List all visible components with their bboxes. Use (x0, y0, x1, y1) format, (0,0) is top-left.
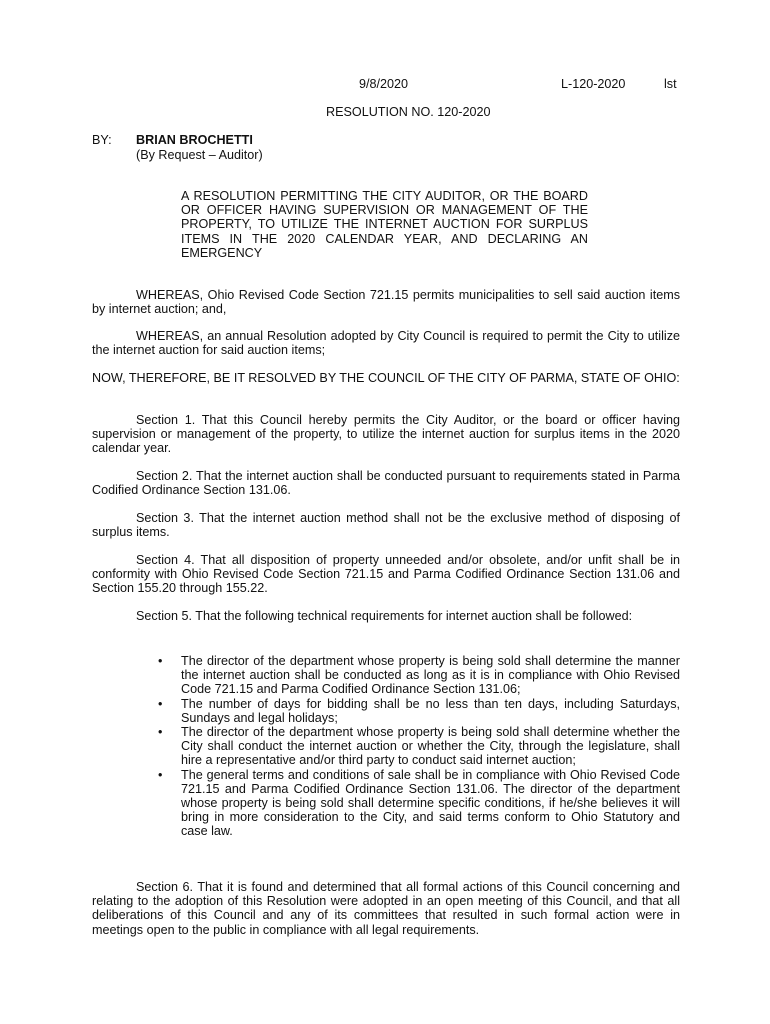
sponsor-name: BRIAN BROCHETTI (136, 133, 253, 147)
reading-marker: lst (664, 77, 677, 91)
section-5: Section 5. That the following technical requirements for internet auction shall be followed: (136, 609, 633, 623)
list-item (92, 697, 680, 725)
section-4: Section 4. That all disposition of property unneeded and/or obsolete, and/or unfit shall be in conformity with Ohio Revised Code Section 721.15 and Parma Codified Ordinance Section 131.06 and Section 155.20 through 155.22. (92, 553, 680, 596)
section-2: Section 2. That the internet auction shall be conducted pursuant to requirements stated in Parma Codified Ordinance Section 131.06. (92, 469, 680, 498)
bullet-icon: • (158, 725, 163, 740)
document-date: 9/8/2020 (359, 77, 409, 91)
bullet-icon: • (158, 767, 163, 782)
list-item (92, 654, 680, 697)
whereas-paragraph-2: WHEREAS, an annual Resolution adopted by City Council is required to permit the City to utilize the internet auction for said auction items; (92, 329, 680, 358)
list-item (92, 768, 680, 839)
section-6: Section 6. That it is found and determined that all formal actions of this Council concerning and relating to the adoption of this Resolution were adopted in an open meeting of this Council, and that all deliberations of this Council and any of its committees that resulted in such formal action were in meetings open to the public in compliance with all legal requirements. (92, 880, 680, 937)
resolution-number: RESOLUTION NO. 120-2020 (326, 105, 491, 119)
sponsor-note: (By Request – Auditor) (136, 148, 263, 162)
requirements-list (92, 654, 680, 839)
requirement-text: The number of days for bidding shall be no less than ten days, including Saturdays, Sundays and legal holidays; (181, 696, 680, 725)
section-1: Section 1. That this Council hereby permits the City Auditor, or the board or officer having supervision or management of the property, to utilize the internet auction for surplus items in the 2020 calendar year. (92, 413, 680, 456)
requirement-text: The general terms and conditions of sale shall be in compliance with Ohio Revised Code 721.15 and Parma Codified Ordinance Section 131.06. The director of the department whose property is being sold shall determine specific conditions, if he/she believes it will bring in more consideration to the City, and said terms conform to Ohio Statutory and case law. (181, 767, 680, 839)
resolution-caption: A RESOLUTION PERMITTING THE CITY AUDITOR, OR THE BOARD OR OFFICER HAVING SUPERVISION OR MANAGEMENT OF THE PROPERTY, TO UTILIZE THE INTERNET AUCTION FOR SURPLUS ITEMS IN THE 2020 CALENDAR YEAR, AND DECLARING AN EMERGENCY (181, 189, 588, 260)
requirement-text: The director of the department whose property is being sold shall determine the manner the internet auction shall be conducted as long as it is in compliance with Ohio Revised Code 721.15 and Parma Codified Ordinance Section 131.06; (181, 654, 680, 697)
list-item (92, 725, 680, 768)
bullet-icon: • (158, 696, 163, 711)
bullet-icon: • (158, 654, 163, 668)
legislation-code: L-120-2020 (561, 77, 626, 91)
section-3: Section 3. That the internet auction method shall not be the exclusive method of disposing of surplus items. (92, 511, 680, 540)
requirement-text: The director of the department whose property is being sold shall determine whether the City shall conduct the internet auction or whether the City, through the legislature, shall hire a representative and/or third party to conduct said internet auction; (181, 725, 680, 768)
now-therefore-clause: NOW, THEREFORE, BE IT RESOLVED BY THE COUNCIL OF THE CITY OF PARMA, STATE OF OHIO: (92, 371, 680, 385)
whereas-paragraph-1: WHEREAS, Ohio Revised Code Section 721.15 permits municipalities to sell said auction items by internet auction; and, (92, 288, 680, 317)
by-label: BY: (92, 133, 112, 147)
